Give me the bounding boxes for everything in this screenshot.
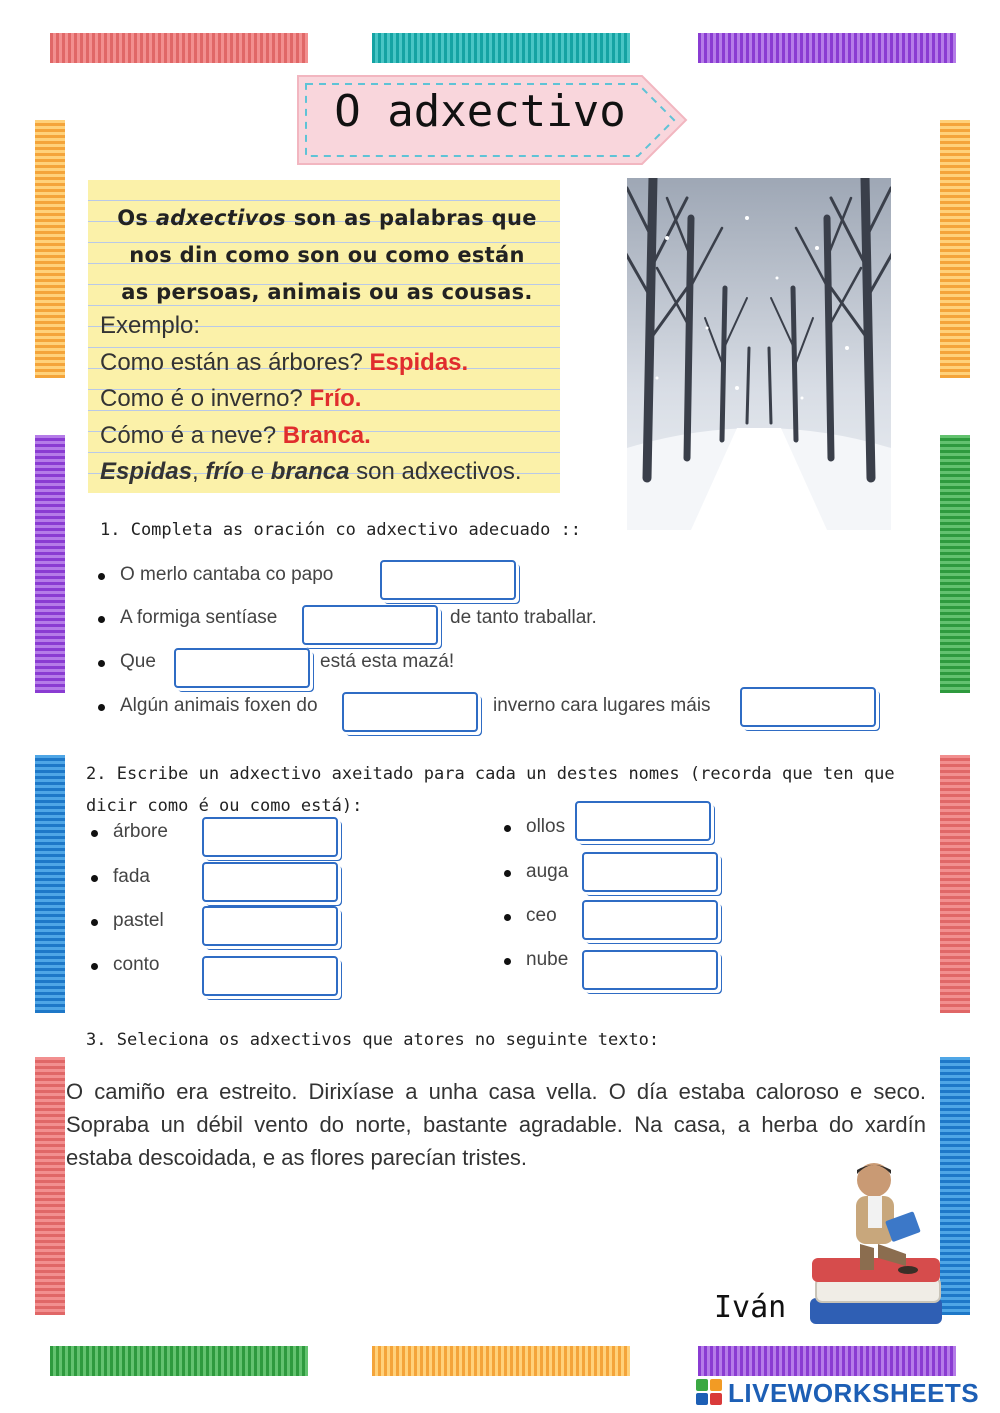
left-stripe-orange <box>35 120 65 378</box>
exercise1-item: O merlo cantaba co papo <box>120 564 334 585</box>
answer-box[interactable] <box>342 692 478 732</box>
example-line: Como están as árbores? Espidas. <box>100 348 469 376</box>
exercise1-item-tail: está esta mazá! <box>320 651 455 672</box>
right-stripe-green <box>940 435 970 693</box>
answer-box[interactable] <box>575 801 711 841</box>
answer-box[interactable] <box>582 852 718 892</box>
exercise3-heading: 3. Seleciona os adxectivos que atores no seguinte texto: <box>86 1030 660 1050</box>
exercise3-passage[interactable]: O camiño era estreito. Dirixíase a unha casa vella. O día estaba caloroso e seco. Sopraba un débil vento do norte, bastante agradable. Na casa, a herba do xardín estaba descoidada, e as flores parecían tristes. <box>66 1079 926 1170</box>
top-stripe-red <box>50 33 308 63</box>
answer-box[interactable] <box>582 900 718 940</box>
example-summary: Espidas, frío e branca son adxectivos. <box>100 458 522 485</box>
right-stripe-red <box>940 755 970 1013</box>
exercise2-noun: ollos <box>526 816 566 837</box>
teacher-avatar <box>802 1158 952 1333</box>
exercise1-item-tail: de tanto traballar. <box>450 607 597 628</box>
top-stripe-teal <box>372 33 630 63</box>
example-line: Como é o inverno? Frío. <box>100 385 362 412</box>
answer-box[interactable] <box>380 560 516 600</box>
right-stripe-orange <box>940 120 970 378</box>
exercise2-noun: nube <box>526 949 569 970</box>
left-stripe-purple <box>35 435 65 693</box>
example-line: Cómo é a neve? Branca. <box>100 421 371 449</box>
exercise2-noun: fada <box>113 866 150 887</box>
answer-box[interactable] <box>202 862 338 902</box>
answer-box[interactable] <box>174 648 310 688</box>
answer-box[interactable] <box>202 817 338 857</box>
exercise2-noun: árbore <box>113 821 168 842</box>
bottom-stripe-green <box>50 1346 308 1376</box>
exercise1-item: Que <box>120 651 156 672</box>
answer-box[interactable] <box>302 605 438 645</box>
liveworksheets-brand[interactable] <box>696 1378 979 1408</box>
example-label: Exemplo: <box>100 312 201 339</box>
exercise2-noun: auga <box>526 861 569 882</box>
bottom-stripe-purple <box>698 1346 956 1376</box>
definition-term: adxectivos <box>155 206 287 230</box>
answer-box[interactable] <box>740 687 876 727</box>
left-stripe-blue <box>35 755 65 1013</box>
bottom-stripe-orange <box>372 1346 630 1376</box>
author-signature: Iván <box>714 1290 787 1325</box>
answer-box[interactable] <box>202 956 338 996</box>
top-stripe-purple <box>698 33 956 63</box>
exercise2-heading: 2. Escribe un adxectivo axeitado para cada un destes nomes (recorda que ten que dicir como é ou como está): <box>86 764 895 816</box>
exercise2-noun: conto <box>113 954 160 975</box>
answer-box[interactable] <box>582 950 718 990</box>
left-stripe-red <box>35 1057 65 1315</box>
exercise2-noun: ceo <box>526 905 557 926</box>
exercise1-item-tail: inverno cara lugares máis <box>493 695 711 716</box>
exercise2-noun: pastel <box>113 910 164 931</box>
brand-text: LIVEWORKSHEETS <box>728 1377 980 1408</box>
answer-box[interactable] <box>202 906 338 946</box>
page-title: O adxectivo <box>334 86 626 137</box>
liveworksheets-logo-icon <box>696 1379 724 1407</box>
exercise1-item: A formiga sentíase <box>120 607 278 628</box>
exercise1-item: Algún animais foxen do <box>120 695 318 716</box>
exercise1-heading: 1. Completa as oración co adxectivo adecuado :: <box>100 520 582 540</box>
example-block <box>100 308 570 491</box>
definition-text: Os adxectivos son as palabras que nos din como son ou como están as persoas, animais ou as cousas. <box>117 206 537 304</box>
winter-forest-image <box>627 178 891 530</box>
